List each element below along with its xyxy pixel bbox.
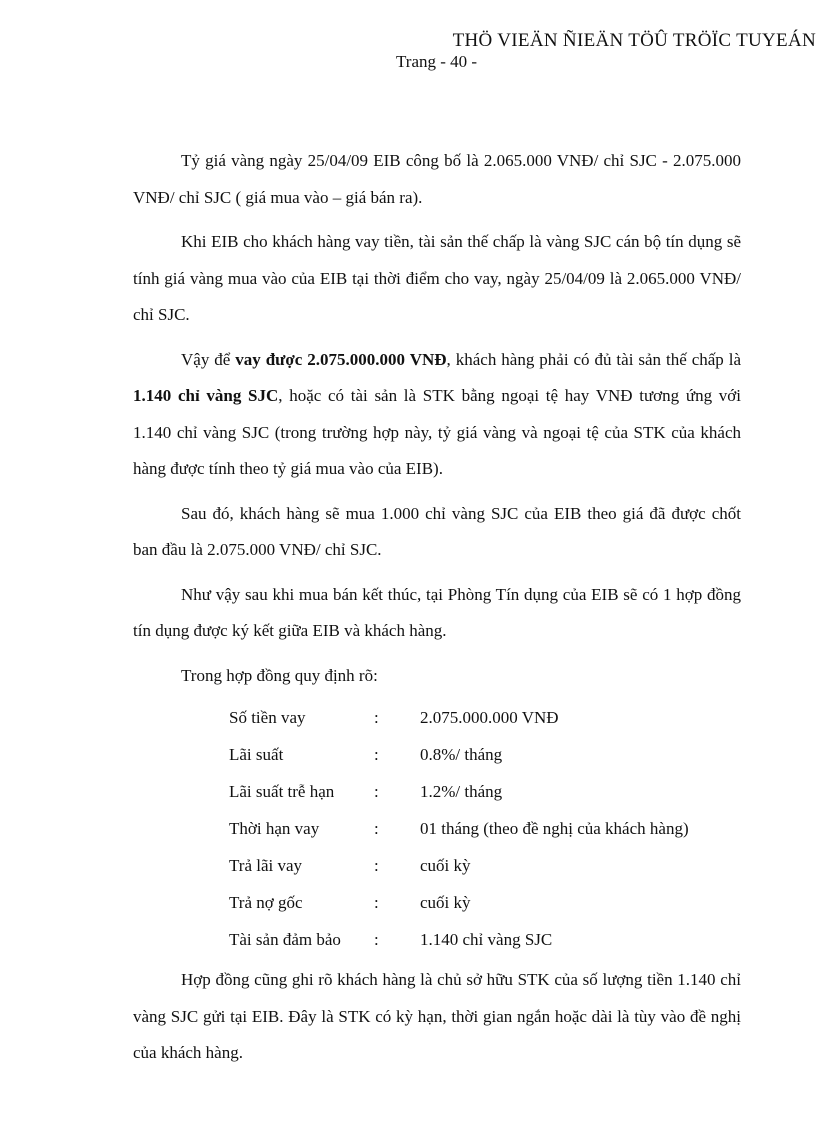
- term-separator: :: [374, 930, 379, 949]
- term-separator: :: [374, 745, 379, 764]
- bold-gold-amount: 1.140 chỉ vàng SJC: [133, 386, 279, 405]
- paragraph-loan-requirement: [133, 342, 741, 488]
- paragraph-collateral-valuation: Khi EIB cho khách hàng vay tiền, tài sản thế chấp là vàng SJC cán bộ tín dụng sẽ tính giá vàng mua vào của EIB tại thời điểm cho vay, ngày 25/04/09 là 2.065.000 VNĐ/ chỉ SJC.: [133, 232, 741, 324]
- term-value: cuối kỳ: [420, 856, 471, 875]
- paragraph-credit-contract: Như vậy sau khi mua bán kết thúc, tại Phòng Tín dụng của EIB sẽ có 1 hợp đồng tín dụng được ký kết giữa EIB và khách hàng.: [133, 584, 741, 640]
- term-row: [229, 884, 741, 921]
- term-separator: :: [374, 893, 379, 912]
- term-row: [229, 736, 741, 773]
- term-separator: :: [374, 819, 379, 838]
- paragraph-savings-account: Hợp đồng cũng ghi rõ khách hàng là chủ sở hữu STK của số lượng tiền 1.140 chỉ vàng SJC gửi tại EIB. Đây là STK có kỳ hạn, thời gian ngắn hoặc dài là tùy vào đề nghị của khách hàng.: [133, 970, 741, 1062]
- paragraph-gold-purchase: Sau đó, khách hàng sẽ mua 1.000 chỉ vàng SJC của EIB theo giá đã được chốt ban đầu là 2.075.000 VNĐ/ chỉ SJC.: [133, 503, 741, 559]
- term-separator: :: [374, 856, 379, 875]
- term-label: Thời hạn vay: [229, 819, 320, 838]
- paragraph-text: , hoặc có tài sản là STK bằng ngoại tệ hay VNĐ tương ứng với 1.140 chỉ vàng SJC (trong trường hợp này, tỷ giá vàng và ngoại tệ của STK của khách hàng được tính theo tỷ giá mua vào của EIB).: [133, 386, 741, 478]
- library-header-title: THÖ VIEÄN ÑIEÄN TÖÛ TRÖÏC TUYEÁN: [452, 30, 816, 51]
- term-label: Số tiền vay: [229, 708, 306, 727]
- term-label: Lãi suất trễ hạn: [229, 782, 335, 801]
- contract-terms-list: [229, 699, 741, 958]
- bold-loan-amount: vay được 2.075.000.000 VNĐ: [235, 349, 447, 369]
- term-row: [229, 699, 741, 736]
- paragraph-contract-intro: Trong hợp đồng quy định rõ:: [181, 665, 378, 685]
- term-value: 2.075.000.000 VNĐ: [420, 708, 559, 727]
- term-separator: :: [374, 708, 379, 727]
- paragraph-gold-rate: Tỷ giá vàng ngày 25/04/09 EIB công bố là 2.065.000 VNĐ/ chỉ SJC - 2.075.000 VNĐ/ chỉ SJC ( giá mua vào – giá bán ra).: [133, 151, 741, 207]
- paragraph-text: Vậy để: [181, 349, 236, 369]
- term-label: Tài sản đảm bảo: [229, 930, 341, 949]
- term-row: [229, 921, 741, 958]
- term-row: [229, 773, 741, 810]
- term-label: Trả nợ gốc: [229, 893, 303, 912]
- term-value: 01 tháng (theo đề nghị của khách hàng): [420, 819, 689, 838]
- term-row: [229, 810, 741, 847]
- term-separator: :: [374, 782, 379, 801]
- term-value: 1.140 chỉ vàng SJC: [420, 930, 553, 949]
- document-body: [133, 143, 741, 1080]
- page-number: Trang - 40 -: [396, 52, 478, 71]
- paragraph-text: , khách hàng phải có đủ tài sản thế chấp là: [446, 349, 742, 369]
- term-label: Lãi suất: [229, 745, 284, 764]
- term-label: Trả lãi vay: [229, 856, 303, 875]
- term-row: [229, 847, 741, 884]
- term-value: 1.2%/ tháng: [420, 782, 503, 801]
- term-value: cuối kỳ: [420, 893, 471, 912]
- term-value: 0.8%/ tháng: [420, 745, 503, 764]
